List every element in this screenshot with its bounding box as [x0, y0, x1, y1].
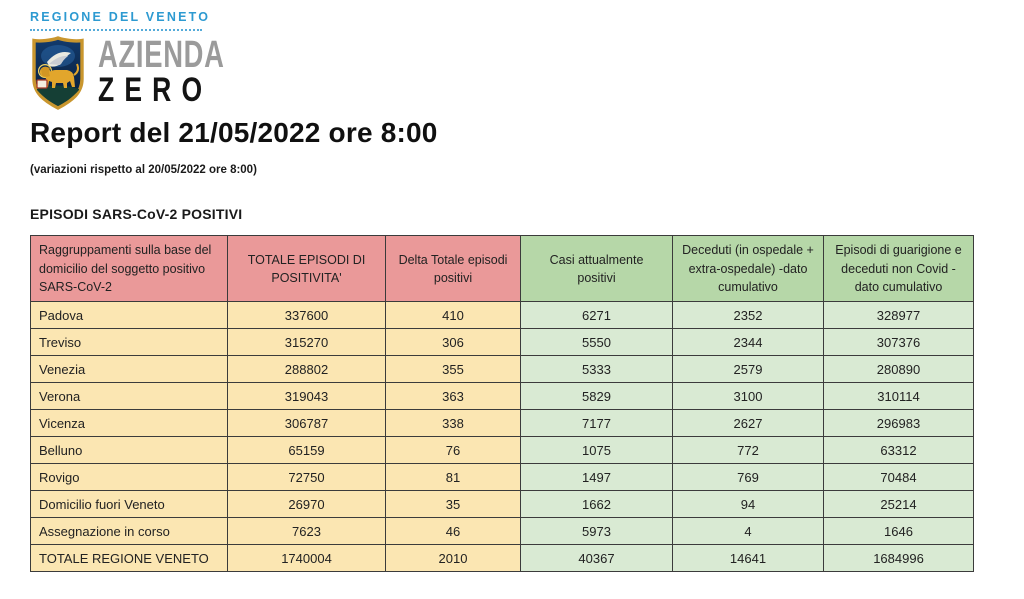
table-row — [31, 518, 974, 545]
winged-lion-shield-icon — [30, 36, 86, 110]
cell-value: 7177 — [521, 410, 673, 437]
table-row — [31, 356, 974, 383]
cell-value: 319043 — [228, 383, 386, 410]
total-row — [31, 545, 974, 572]
cell-value: 328977 — [824, 302, 974, 329]
table-row — [31, 383, 974, 410]
company-name-zero: ZERO — [98, 71, 213, 110]
cell-value: 288802 — [228, 356, 386, 383]
episodes-table — [30, 235, 974, 572]
cell-value: 5973 — [521, 518, 673, 545]
cell-value: 1497 — [521, 464, 673, 491]
header-row — [31, 236, 974, 302]
cell-value: 2627 — [673, 410, 824, 437]
header-casi-positivi: Casi attualmente positivi — [521, 236, 673, 302]
company-name — [98, 34, 274, 110]
row-label: Vicenza — [31, 410, 228, 437]
brand-dotted-divider — [30, 29, 202, 31]
region-title: REGIONE DEL VENETO — [30, 10, 211, 24]
row-label: Padova — [31, 302, 228, 329]
cell-value: 363 — [386, 383, 521, 410]
brand-block — [30, 10, 1024, 110]
cell-value: 2579 — [673, 356, 824, 383]
header-totale-episodi: TOTALE EPISODI DI POSITIVITA' — [228, 236, 386, 302]
table-row — [31, 437, 974, 464]
section-title: EPISODI SARS-CoV-2 POSITIVI — [30, 206, 243, 223]
cell-value: 1740004 — [228, 545, 386, 572]
cell-value: 307376 — [824, 329, 974, 356]
total-row-label: TOTALE REGIONE VENETO — [31, 545, 228, 572]
cell-value: 26970 — [228, 491, 386, 518]
cell-value: 14641 — [673, 545, 824, 572]
cell-value: 5829 — [521, 383, 673, 410]
cell-value: 1075 — [521, 437, 673, 464]
cell-value: 70484 — [824, 464, 974, 491]
header-guarigione: Episodi di guarigione e deceduti non Covid - dato cumulativo — [824, 236, 974, 302]
table-row — [31, 302, 974, 329]
header-raggruppamenti: Raggruppamenti sulla base del domicilio del soggetto positivo SARS-CoV-2 — [31, 236, 228, 302]
cell-value: 5333 — [521, 356, 673, 383]
header-delta-episodi: Delta Totale episodi positivi — [386, 236, 521, 302]
table-row — [31, 329, 974, 356]
row-label: Verona — [31, 383, 228, 410]
cell-value: 338 — [386, 410, 521, 437]
table-row — [31, 491, 974, 518]
cell-value: 46 — [386, 518, 521, 545]
cell-value: 4 — [673, 518, 824, 545]
row-label: Treviso — [31, 329, 228, 356]
cell-value: 2352 — [673, 302, 824, 329]
cell-value: 5550 — [521, 329, 673, 356]
cell-value: 410 — [386, 302, 521, 329]
cell-value: 25214 — [824, 491, 974, 518]
cell-value: 306 — [386, 329, 521, 356]
report-title: Report del 21/05/2022 ore 8:00 — [30, 117, 438, 149]
cell-value: 280890 — [824, 356, 974, 383]
cell-value: 296983 — [824, 410, 974, 437]
row-label: Domicilio fuori Veneto — [31, 491, 228, 518]
table-row — [31, 410, 974, 437]
cell-value: 315270 — [228, 329, 386, 356]
cell-value: 769 — [673, 464, 824, 491]
cell-value: 3100 — [673, 383, 824, 410]
logo-row — [30, 36, 1024, 110]
company-name-azienda: AZIENDA — [98, 34, 225, 77]
row-label: Belluno — [31, 437, 228, 464]
cell-value: 1662 — [521, 491, 673, 518]
header-deceduti: Deceduti (in ospedale + extra-ospedale) -dato cumulativo — [673, 236, 824, 302]
cell-value: 40367 — [521, 545, 673, 572]
cell-value: 772 — [673, 437, 824, 464]
cell-value: 2344 — [673, 329, 824, 356]
cell-value: 7623 — [228, 518, 386, 545]
cell-value: 6271 — [521, 302, 673, 329]
cell-value: 94 — [673, 491, 824, 518]
cell-value: 81 — [386, 464, 521, 491]
report-subtitle: (variazioni rispetto al 20/05/2022 ore 8:00) — [30, 164, 257, 177]
row-label: Rovigo — [31, 464, 228, 491]
cell-value: 35 — [386, 491, 521, 518]
cell-value: 310114 — [824, 383, 974, 410]
row-label: Venezia — [31, 356, 228, 383]
cell-value: 1684996 — [824, 545, 974, 572]
cell-value: 63312 — [824, 437, 974, 464]
table-row — [31, 464, 974, 491]
cell-value: 2010 — [386, 545, 521, 572]
cell-value: 1646 — [824, 518, 974, 545]
row-label: Assegnazione in corso — [31, 518, 228, 545]
cell-value: 306787 — [228, 410, 386, 437]
cell-value: 76 — [386, 437, 521, 464]
cell-value: 337600 — [228, 302, 386, 329]
cell-value: 355 — [386, 356, 521, 383]
cell-value: 72750 — [228, 464, 386, 491]
cell-value: 65159 — [228, 437, 386, 464]
